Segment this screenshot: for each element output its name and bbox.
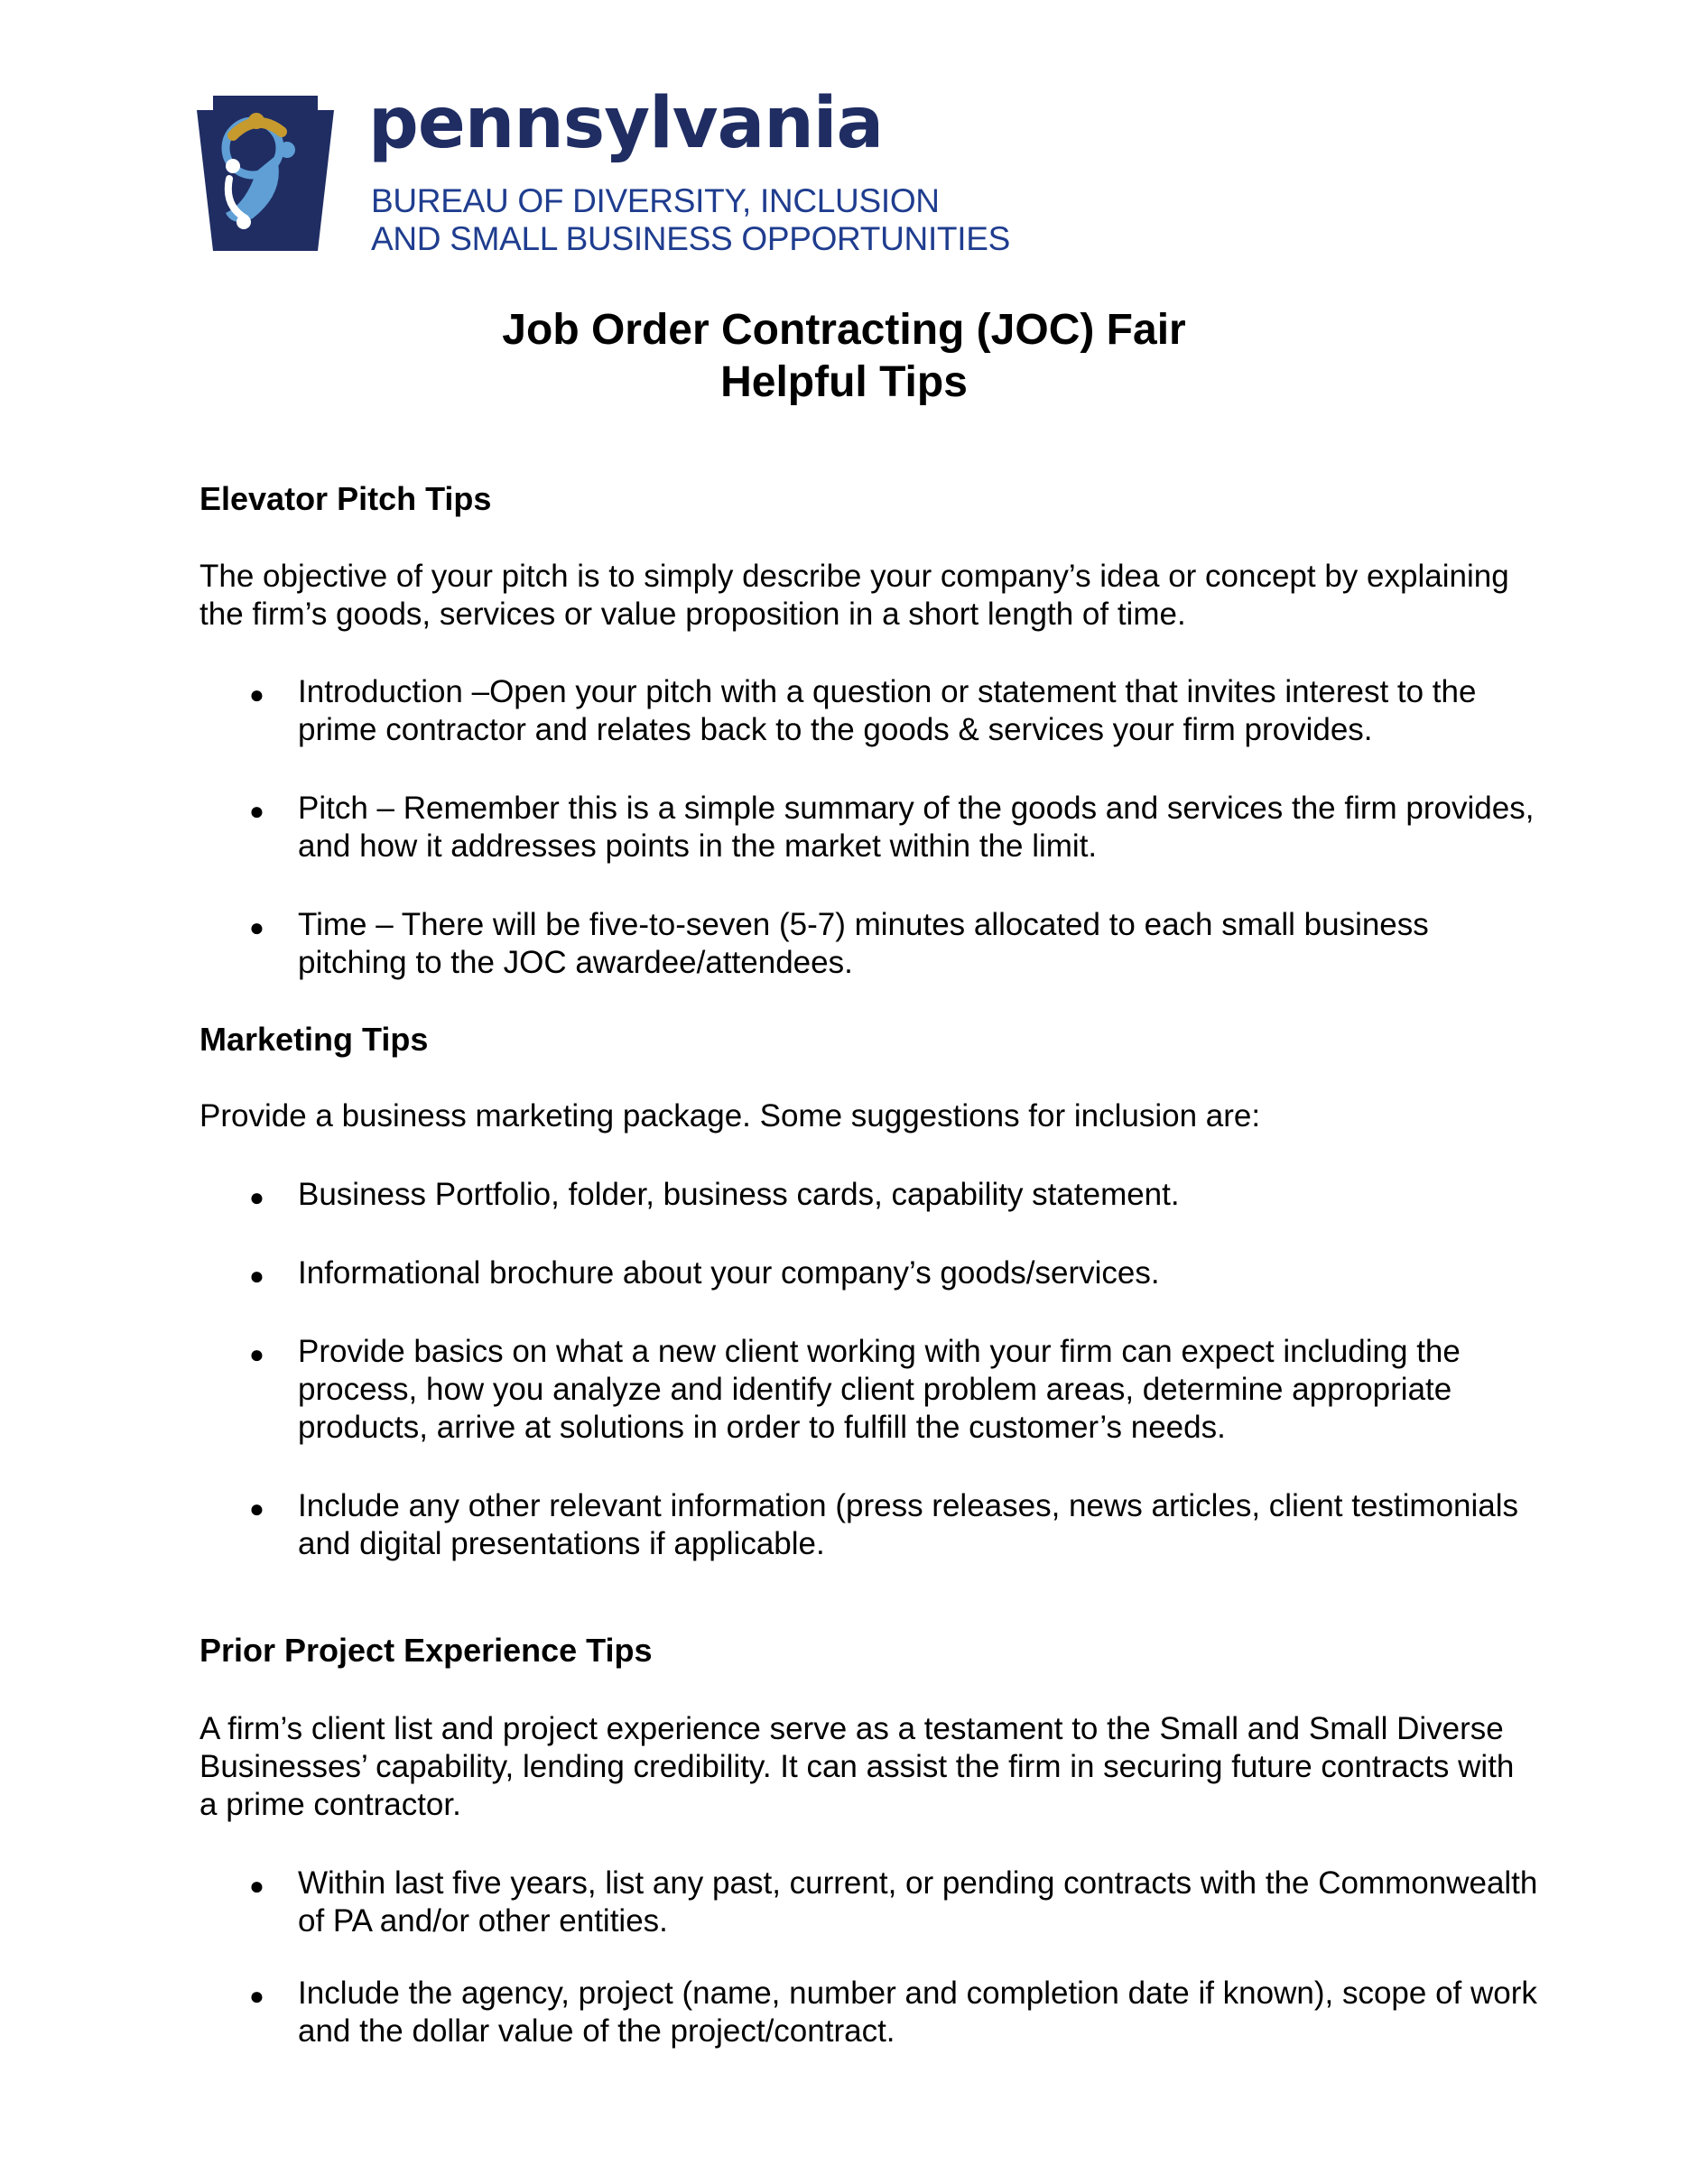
bureau-logo [197, 83, 1010, 257]
bullet-icon: ● [249, 913, 264, 941]
bullet-icon: ● [249, 1183, 264, 1211]
list-item-text: Pitch – Remember this is a simple summary of the goods and services the firm provides, and how it addresses points in the market within the limit. [298, 791, 1535, 864]
bullet-icon: ● [249, 797, 264, 825]
list-item-text: Within last five years, list any past, current, or pending contracts with the Commonwealth of PA and/or other entities. [298, 1865, 1538, 1939]
list-item-text: Provide basics on what a new client working with your firm can expect including the process, how you analyze and identify client problem areas, determine appropriate products, arrive at solutions in order to fulfill the customer’s needs. [298, 1334, 1461, 1445]
bullet-icon: ● [249, 680, 264, 708]
bullet-icon: ● [249, 1982, 264, 2010]
bullet-icon: ● [249, 1495, 264, 1522]
section-heading-elevator-pitch: Elevator Pitch Tips [199, 480, 492, 517]
logo-subtitle-line2: AND SMALL BUSINESS OPPORTUNITIES [371, 220, 1010, 257]
logo-wordmark: pennsylvania [368, 83, 884, 164]
section-heading-prior-experience: Prior Project Experience Tips [199, 1632, 653, 1669]
document-subtitle: Helpful Tips [720, 358, 968, 406]
keystone-logo-icon [197, 96, 334, 251]
document-title: Job Order Contracting (JOC) Fair [502, 306, 1186, 354]
list-item-text: Business Portfolio, folder, business cards, capability statement. [298, 1177, 1180, 1212]
list-item-text: Introduction –Open your pitch with a question or statement that invites interest to the prime contractor and relates back to the goods & services your firm provides. [298, 674, 1477, 747]
section-intro-prior-experience: A firm’s client list and project experience serve as a testament to the Small and Small Diverse Businesses’ capability, lending credibility. It can assist the firm in securing future contracts with a prime contractor. [199, 1711, 1515, 1822]
section-intro-elevator-pitch: The objective of your pitch is to simply describe your company’s idea or concept by explaining the firm’s goods, services or value proposition in a short length of time. [199, 559, 1509, 632]
bullet-icon: ● [249, 1340, 264, 1368]
list-item-text: Include any other relevant information (press releases, news articles, client testimonials and digital presentations if applicable. [298, 1488, 1519, 1561]
section-intro-marketing: Provide a business marketing package. Some suggestions for inclusion are: [199, 1098, 1261, 1134]
section-heading-marketing: Marketing Tips [199, 1021, 429, 1058]
bullet-icon: ● [249, 1262, 264, 1290]
logo-subtitle-line1: BUREAU OF DIVERSITY, INCLUSION [371, 182, 940, 219]
list-item-text: Informational brochure about your company’s goods/services. [298, 1255, 1160, 1291]
list-item-text: Time – There will be five-to-seven (5-7) minutes allocated to each small business pitching to the JOC awardee/attendees. [298, 907, 1429, 980]
list-item-text: Include the agency, project (name, number and completion date if known), scope of work and the dollar value of the project/contract. [298, 1976, 1537, 2049]
bullet-icon: ● [249, 1872, 264, 1900]
